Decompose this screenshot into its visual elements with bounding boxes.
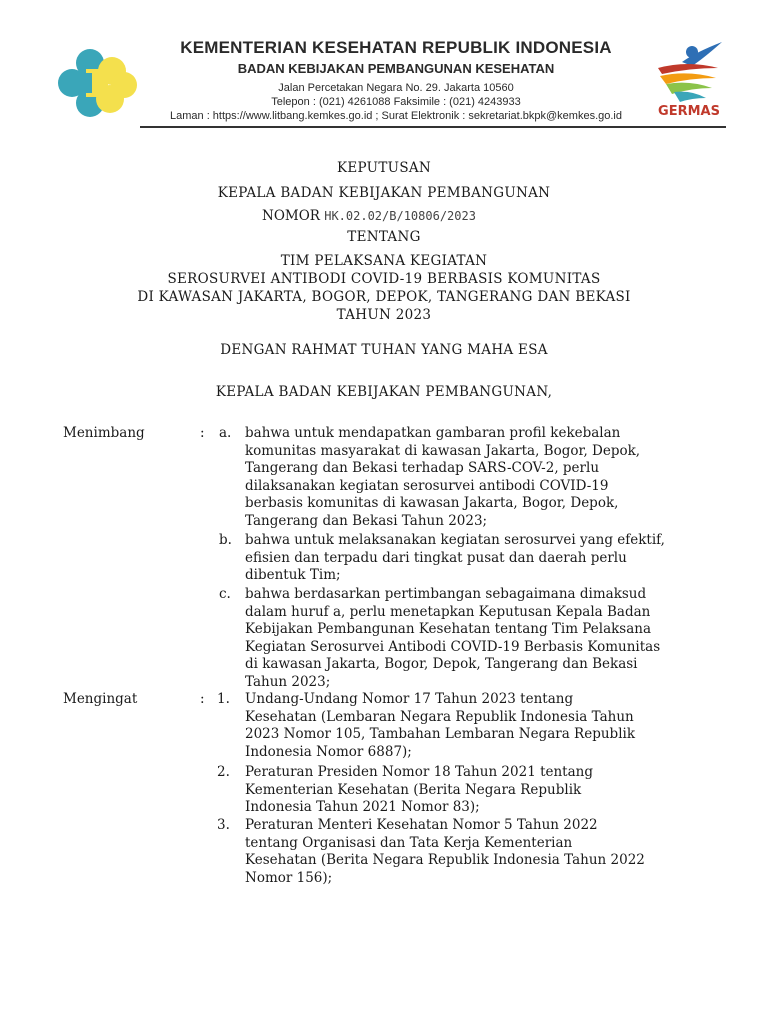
text-line: Indonesia Nomor 6887); [245,743,412,760]
letterhead [0,0,768,130]
text-line: Tahun 2023; [245,673,331,690]
menimbang-item-b [245,532,699,585]
text-line: komunitas masyarakat di kawasan Jakarta, Bogor, Depok, [245,442,641,459]
address: Jalan Percetakan Negara No. 29. Jakarta 10560 [278,82,514,94]
subject-line-1: TIM PELAKSANA KEGIATAN [280,253,488,269]
text-line: tentang Organisasi dan Tata Kerja Kementerian [245,834,573,851]
text-line: berbasis komunitas di kawasan Jakarta, Bogor, Depok, [245,495,619,511]
subject-line-3: DI KAWASAN JAKARTA, BOGOR, DEPOK, TANGERANG DAN BEKASI [137,289,631,305]
mengingat-marker-3: 3. [217,817,230,833]
invocation: DENGAN RAHMAT TUHAN YANG MAHA ESA [220,342,548,358]
mengingat-marker-2: 2. [217,764,230,780]
agency-name: BADAN KEBIJAKAN PEMBANGUNAN KESEHATAN [237,61,555,76]
mengingat-marker-1: 1. [217,691,230,707]
text-line: dilaksanakan kegiatan serosurvei antibodi COVID-19 [245,477,609,494]
website-email: Laman : https://www.litbang.kemkes.go.id ; Surat Elektronik : sekretariat.bkpk@kemkes.go.id [170,110,622,122]
text-line: Kementerian Kesehatan (Berita Negara Republik [245,781,582,798]
subject-line-2: SEROSURVEI ANTIBODI COVID-19 BERBASIS KOMUNITAS [167,271,601,287]
kemenkes-logo-icon [50,43,140,123]
text-line: bahwa untuk melaksanakan kegiatan serosurvei yang efektif, [245,532,665,548]
text-line: Peraturan Menteri Kesehatan Nomor 5 Tahun 2022 [245,817,598,833]
text-line: efisien dan terpadu dari tingkat pusat dan daerah perlu [245,549,627,566]
text-line: Kesehatan (Berita Negara Republik Indonesia Tahun 2022 [245,852,645,868]
nomor-value: HK.02.02/B/10806/2023 [324,209,476,223]
menimbang-colon: : [200,425,205,441]
text-line: dalam huruf a, perlu menetapkan Keputusan Kepala Badan [245,603,651,620]
menimbang-marker-a: a. [219,425,232,441]
mengingat-colon: : [200,691,205,707]
subject-line-4: TAHUN 2023 [336,307,432,323]
text-line: bahwa berdasarkan pertimbangan sebagaimana dimaksud [245,586,647,602]
text-line: 2023 Nomor 105, Tambahan Lembaran Negara Republik [245,726,636,742]
text-line: Tangerang dan Bekasi terhadap SARS-COV-2, perlu [245,460,600,476]
mengingat-item-3 [245,817,699,887]
menimbang-label: Menimbang [63,425,145,441]
ministry-name: KEMENTERIAN KESEHATAN REPUBLIK INDONESIA [180,38,612,57]
text-line: bahwa untuk mendapatkan gambaran profil kekebalan [245,425,621,441]
germas-label: GERMAS [658,104,720,119]
text-line: Kesehatan (Lembaran Negara Republik Indonesia Tahun [245,708,634,725]
text-line: dibentuk Tim; [245,567,341,583]
tentang-label: TENTANG [347,229,421,245]
authority: KEPALA BADAN KEBIJAKAN PEMBANGUNAN, [215,384,553,400]
text-line: Kebijakan Pembangunan Kesehatan tentang Tim Pelaksana [245,621,652,637]
mengingat-item-1 [245,691,699,761]
mengingat-item-2 [245,764,699,817]
text-line: Undang-Undang Nomor 17 Tahun 2023 tentang [245,691,574,707]
decree-type: KEPUTUSAN [336,160,432,176]
text-line: Nomor 156); [245,869,333,886]
mengingat-label: Mengingat [63,691,138,707]
decree-number [262,208,476,224]
text-line: Peraturan Presiden Nomor 18 Tahun 2021 tentang [245,764,593,780]
phone-fax: Telepon : (021) 4261088 Faksimile : (021) 4243933 [271,96,521,108]
letterhead-divider [140,126,726,128]
menimbang-item-a [245,425,699,530]
text-line: di kawasan Jakarta, Bogor, Depok, Tangerang dan Bekasi [245,656,638,672]
text-line: Indonesia Tahun 2021 Nomor 83); [245,799,480,815]
text-line: Kegiatan Serosurvei Antibodi COVID-19 Berbasis Komunitas [245,638,661,655]
germas-logo [652,38,726,122]
menimbang-item-c [245,586,699,691]
nomor-label: NOMOR [262,208,320,224]
menimbang-marker-b: b. [219,532,232,548]
germas-logo-icon [652,38,726,104]
menimbang-marker-c: c. [219,586,231,602]
decree-issuer: KEPALA BADAN KEBIJAKAN PEMBANGUNAN [217,185,551,201]
text-line: Tangerang dan Bekasi Tahun 2023; [245,512,488,529]
